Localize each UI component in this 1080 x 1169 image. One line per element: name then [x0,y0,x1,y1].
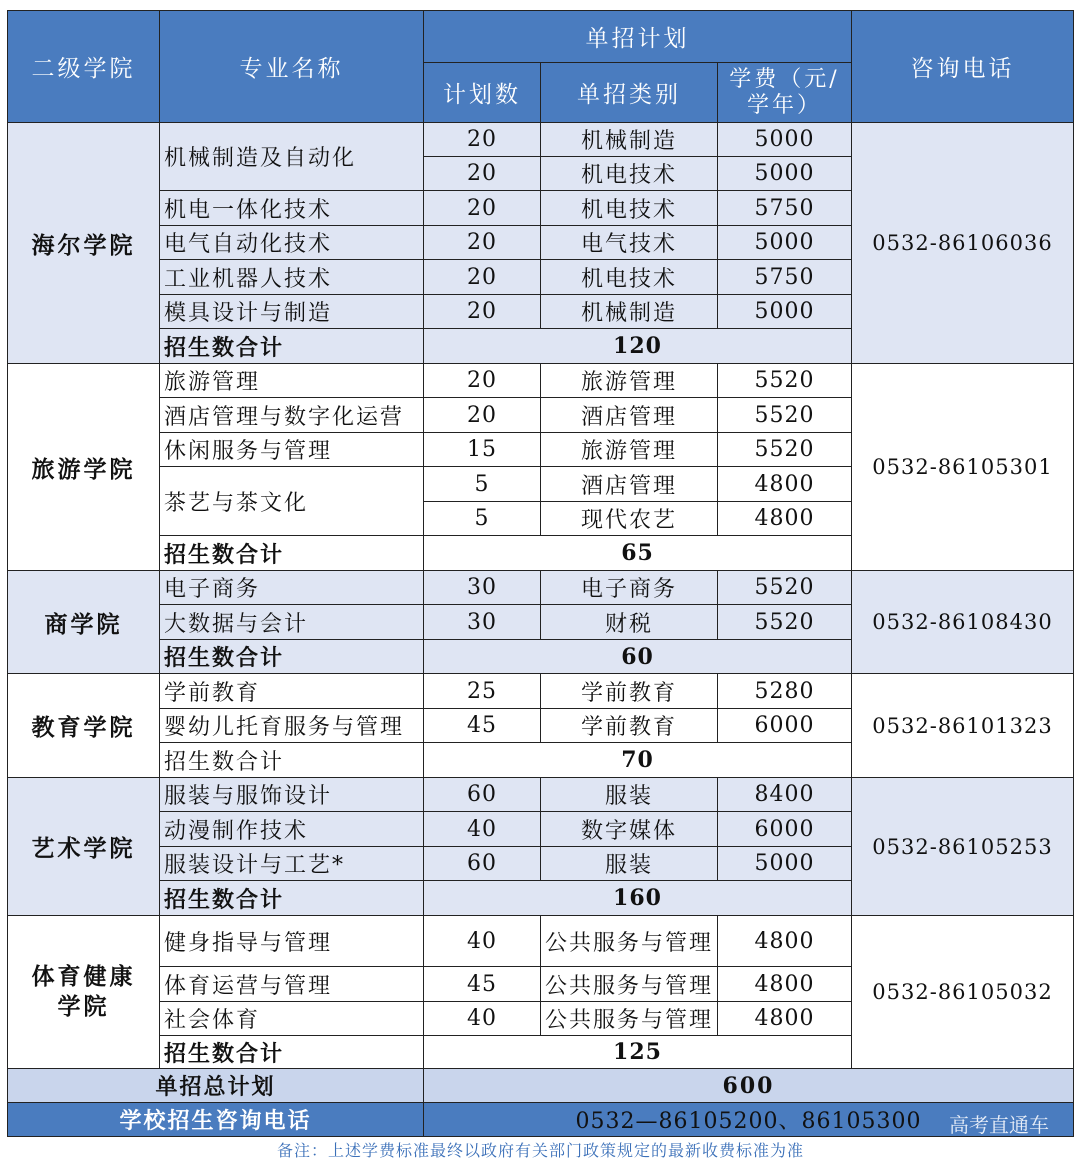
major-name: 婴幼儿托育服务与管理 [160,709,424,743]
enrollment-plan-table-wrapper [7,10,1074,1163]
fee: 5520 [718,364,852,398]
plan-count: 20 [424,157,541,191]
major-name: 机电一体化技术 [160,191,424,226]
hotline-value-cell [424,1103,1074,1137]
category: 数字媒体 [541,812,718,847]
major-name: 模具设计与制造 [160,295,424,329]
category: 服装 [541,847,718,881]
table-row [8,571,1074,605]
category: 酒店管理 [541,398,718,433]
plan-count: 20 [424,123,541,157]
plan-count: 20 [424,260,541,295]
major-name: 服装设计与工艺* [160,847,424,881]
plan-count: 60 [424,847,541,881]
subtotal-value: 160 [424,881,852,916]
fee: 4800 [718,916,852,967]
footnote: 备注：上述学费标准最终以政府有关部门政策规定的最新收费标准为准 [8,1137,1074,1163]
college-cell: 教育学院 [8,674,160,778]
major-name: 学前教育 [160,674,424,709]
fee: 4800 [718,1002,852,1036]
major-name: 社会体育 [160,1002,424,1036]
fee: 5000 [718,157,852,191]
phone-cell: 0532-86101323 [852,674,1074,778]
category: 机械制造 [541,123,718,157]
subtotal-label: 招生数合计 [160,743,424,778]
category: 旅游管理 [541,364,718,398]
header-major: 专业名称 [160,11,424,123]
major-name: 大数据与会计 [160,605,424,640]
phone-cell: 0532-86108430 [852,571,1074,674]
fee: 5280 [718,674,852,709]
phone-cell: 0532-86105253 [852,778,1074,916]
college-cell: 体育健康学院 [8,916,160,1069]
plan-count: 20 [424,364,541,398]
category: 电子商务 [541,571,718,605]
major-name: 体育运营与管理 [160,967,424,1002]
subtotal-label: 招生数合计 [160,881,424,916]
plan-count: 5 [424,502,541,536]
enrollment-plan-table [7,10,1074,1163]
category: 财税 [541,605,718,640]
plan-count: 40 [424,812,541,847]
grand-total-row [8,1069,1074,1103]
table-row [8,674,1074,709]
header-college: 二级学院 [8,11,160,123]
plan-count: 30 [424,605,541,640]
hotline-label: 学校招生咨询电话 [8,1103,424,1137]
fee: 5000 [718,847,852,881]
college-cell: 旅游学院 [8,364,160,571]
plan-count: 45 [424,709,541,743]
fee: 5750 [718,191,852,226]
major-name: 休闲服务与管理 [160,433,424,467]
fee: 5750 [718,260,852,295]
category: 机械制造 [541,295,718,329]
fee: 5000 [718,295,852,329]
category: 公共服务与管理 [541,967,718,1002]
table-row [8,916,1074,967]
plan-count: 20 [424,191,541,226]
plan-count: 45 [424,967,541,1002]
note-row [8,1137,1074,1163]
subtotal-value: 125 [424,1036,852,1069]
table-row [8,778,1074,812]
fee: 4800 [718,467,852,502]
category: 酒店管理 [541,467,718,502]
plan-count: 30 [424,571,541,605]
fee: 5000 [718,226,852,260]
hotline-row [8,1103,1074,1137]
major-name: 旅游管理 [160,364,424,398]
fee: 5000 [718,123,852,157]
header-phone: 咨询电话 [852,11,1074,123]
subtotal-value: 120 [424,329,852,364]
subtotal-label: 招生数合计 [160,1036,424,1069]
fee: 5520 [718,398,852,433]
plan-count: 20 [424,398,541,433]
college-cell: 商学院 [8,571,160,674]
fee: 8400 [718,778,852,812]
college-cell: 艺术学院 [8,778,160,916]
plan-count: 25 [424,674,541,709]
major-name: 机械制造及自动化 [160,123,424,191]
plan-count: 5 [424,467,541,502]
category: 公共服务与管理 [541,916,718,967]
hotline-value: 0532—86105200、86105300 [575,1109,922,1134]
major-name: 酒店管理与数字化运营 [160,398,424,433]
category: 电气技术 [541,226,718,260]
table-row [8,364,1074,398]
subtotal-value: 70 [424,743,852,778]
fee: 5520 [718,605,852,640]
header-fee: 学费（元/学年） [718,63,852,123]
major-name: 茶艺与茶文化 [160,467,424,536]
plan-count: 15 [424,433,541,467]
header-count: 计划数 [424,63,541,123]
category: 服装 [541,778,718,812]
subtotal-label: 招生数合计 [160,536,424,571]
college-cell: 海尔学院 [8,123,160,364]
subtotal-value: 60 [424,640,852,674]
fee: 5520 [718,433,852,467]
grand-total-value: 600 [424,1069,1074,1103]
phone-cell: 0532-86106036 [852,123,1074,364]
fee: 4800 [718,502,852,536]
category: 学前教育 [541,674,718,709]
plan-count: 20 [424,295,541,329]
table-body [8,123,1074,1163]
subtotal-label: 招生数合计 [160,640,424,674]
plan-count: 40 [424,1002,541,1036]
fee: 6000 [718,812,852,847]
category: 学前教育 [541,709,718,743]
table-row [8,123,1074,157]
category: 旅游管理 [541,433,718,467]
category: 机电技术 [541,157,718,191]
subtotal-value: 65 [424,536,852,571]
plan-count: 20 [424,226,541,260]
major-name: 动漫制作技术 [160,812,424,847]
header-category: 单招类别 [541,63,718,123]
category: 机电技术 [541,191,718,226]
phone-cell: 0532-86105301 [852,364,1074,571]
category: 公共服务与管理 [541,1002,718,1036]
fee: 5520 [718,571,852,605]
plan-count: 40 [424,916,541,967]
category: 现代农艺 [541,502,718,536]
subtotal-label: 招生数合计 [160,329,424,364]
grand-total-label: 单招总计划 [8,1069,424,1103]
category: 机电技术 [541,260,718,295]
major-name: 电气自动化技术 [160,226,424,260]
plan-count: 60 [424,778,541,812]
phone-cell: 0532-86105032 [852,916,1074,1069]
fee: 6000 [718,709,852,743]
major-name: 工业机器人技术 [160,260,424,295]
major-name: 服装与服饰设计 [160,778,424,812]
watermark-text: 高考直通车 [949,1115,1049,1137]
major-name: 电子商务 [160,571,424,605]
major-name: 健身指导与管理 [160,916,424,967]
fee: 4800 [718,967,852,1002]
header-plan-group: 单招计划 [424,11,852,63]
